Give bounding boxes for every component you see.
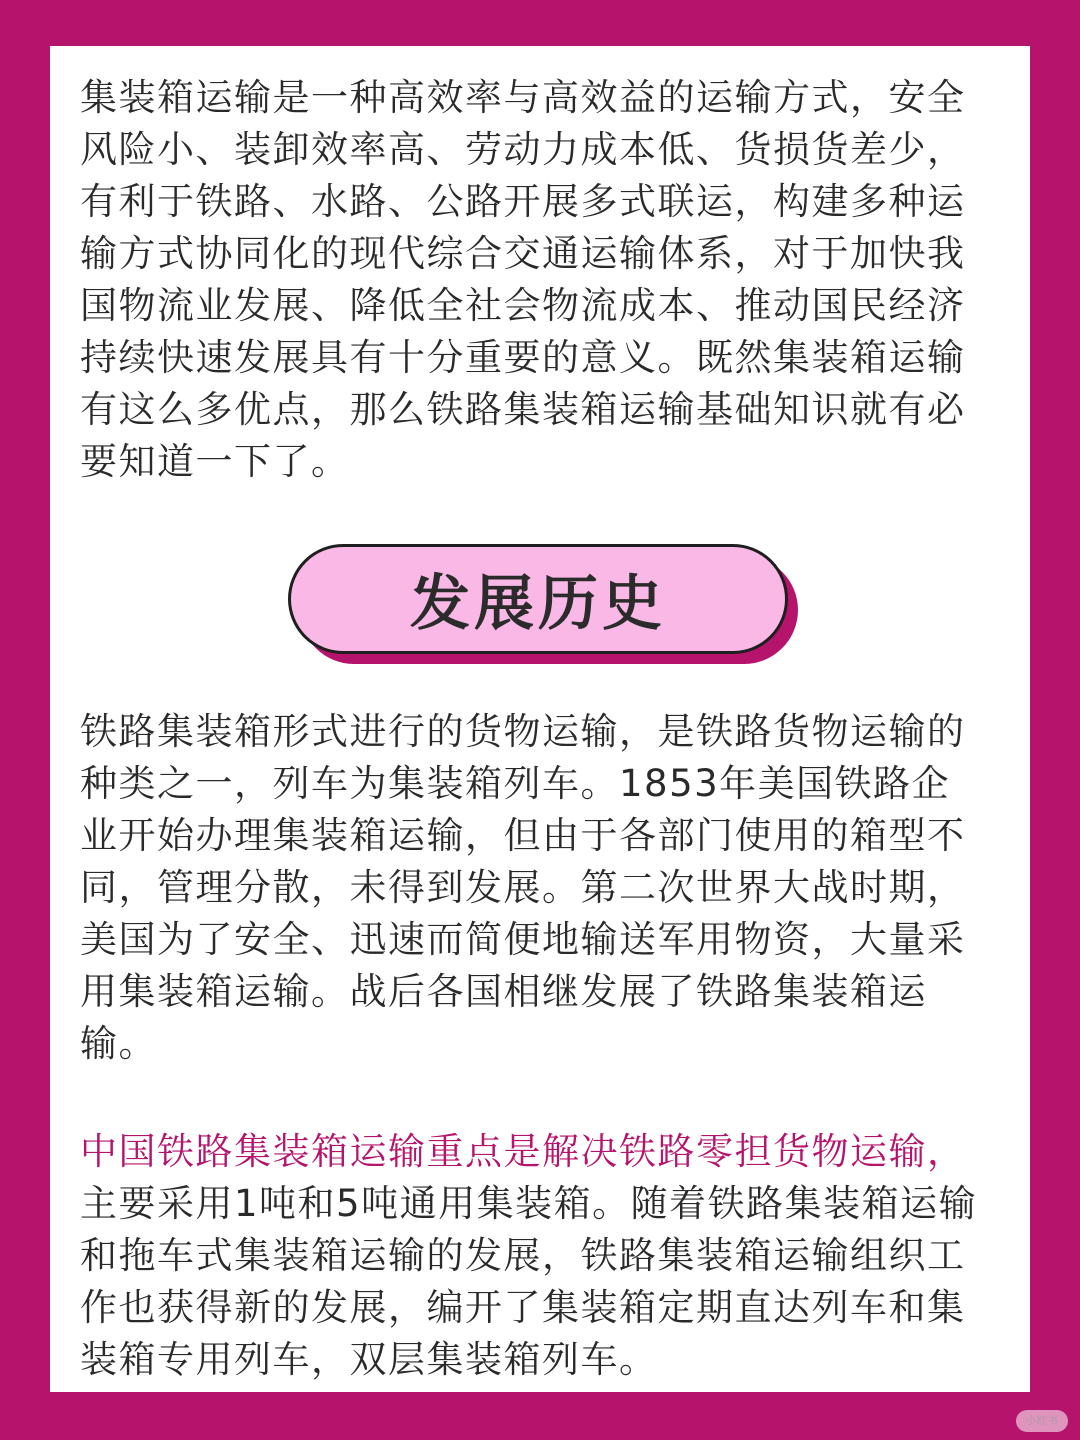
heading-pill xyxy=(288,544,788,654)
section-heading xyxy=(288,544,788,656)
china-highlight-text: 中国铁路集装箱运输重点是解决铁路零担货物运输， xyxy=(80,1130,966,1173)
history-paragraph: 铁路集装箱形式进行的货物运输，是铁路货物运输的 种类之一，列车为集装箱列车。1853年美国铁路企 业开始办理集装箱运输，但由于各部门使用的箱型不 同，管理分散，未得到发展。第二次世界大战时期， 美国为了安全、迅速而简便地输送军用物资，大量采 用集装箱运输。战后各国相继发展了铁路集装箱运 输。 xyxy=(80,710,966,1065)
china-paragraph xyxy=(80,1126,1010,1386)
watermark-logo: 小红书 xyxy=(1016,1410,1068,1432)
china-body-text: 主要采用1吨和5吨通用集装箱。随着铁路集装箱运输 和拖车式集装箱运输的发展，铁路集装箱运输组织工 作也获得新的发展，编开了集装箱定期直达列车和集 装箱专用列车，双层集装箱列车。 xyxy=(80,1182,978,1381)
intro-paragraph: 集装箱运输是一种高效率与高效益的运输方式，安全 风险小、装卸效率高、劳动力成本低、货损货差少， 有利于铁路、水路、公路开展多式联运，构建多种运 输方式协同化的现代综合交通运输体系，对于加快我 国物流业发展、降低全社会物流成本、推动国民经济 持续快速发展具有十分重要的意义。既然集装箱运输 有这么多优点，那么铁路集装箱运输基础知识就有必 要知道一下了。 xyxy=(80,76,966,483)
content-card xyxy=(50,46,1030,1392)
heading-title: 发展历史 xyxy=(410,569,666,639)
